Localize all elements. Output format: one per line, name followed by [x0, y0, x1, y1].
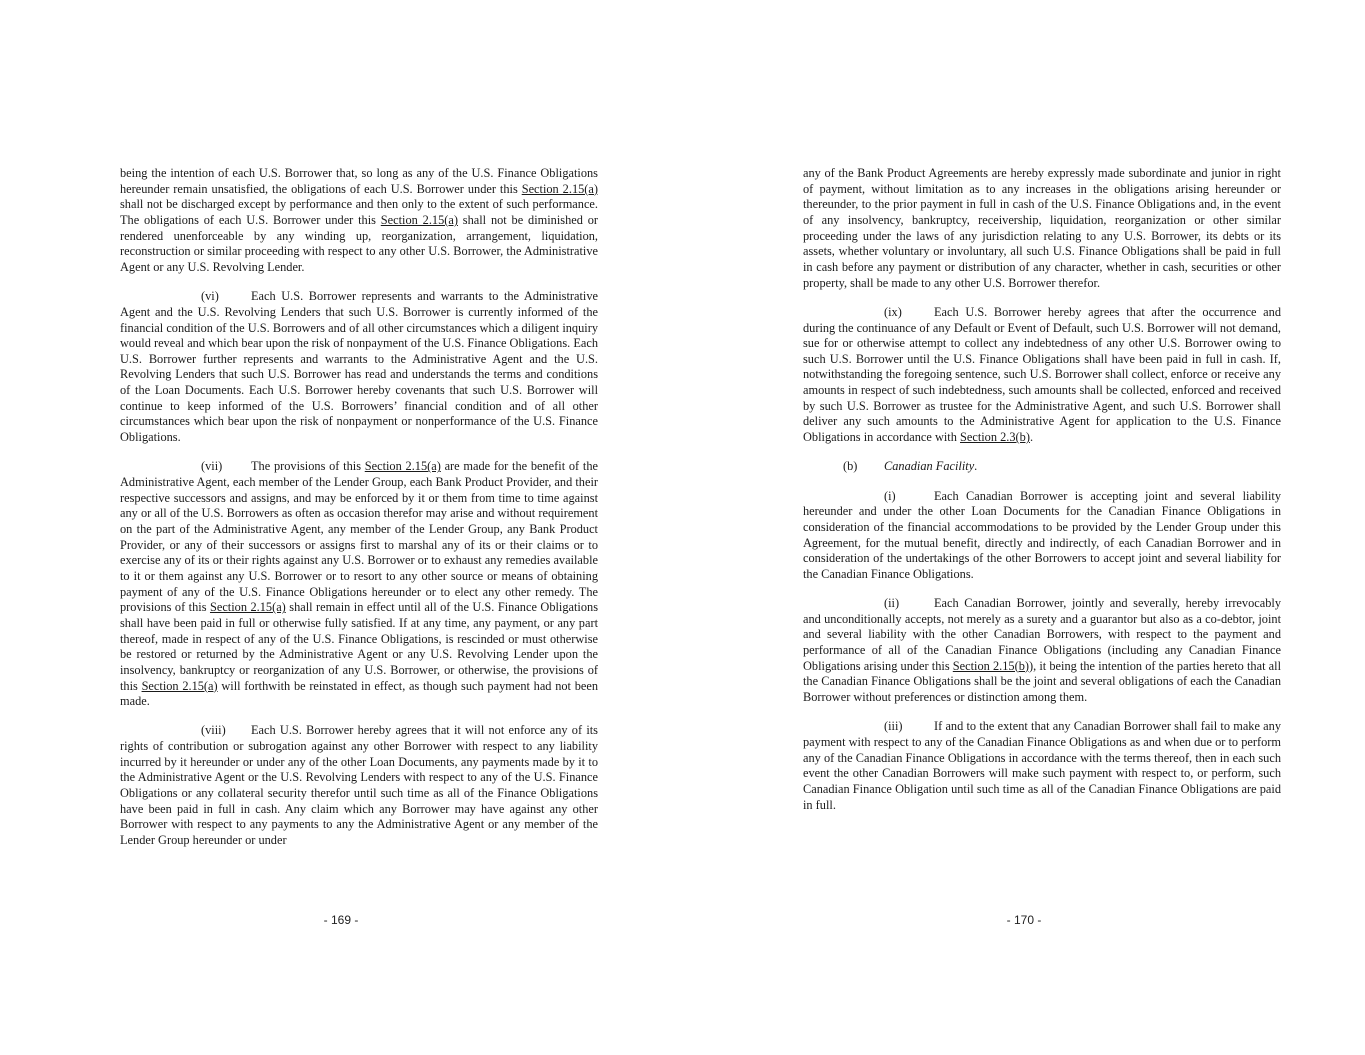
page-number: - 169 - [323, 913, 359, 927]
paragraph-ix: (ix) Each U.S. Borrower hereby agrees that after the occurrence and during the continuance of any Default or Event of Default, such U.S. Borrower will not demand, sue for or otherwise attempt to collect any indebtedness of any other U.S. Borrower owing to such U.S. Borrower until the U.S. Finance Obligations shall have been paid in full in cash. If, notwithstanding the foregoing sentence, such U.S. Borrower shall collect, enforce or receive any amounts in respect of such indebtedness, such amounts shall be collected, enforced and received by such U.S. Borrower as trustee for the Administrative Agent, and such U.S. Borrower shall deliver any such amounts to the Administrative Agent for application to the U.S. Finance Obligations in accordance with Section 2.3(b). [803, 304, 1281, 445]
page-170-body [803, 166, 1281, 827]
clause-number: (ix) [884, 304, 902, 319]
paragraph-iii: (iii) If and to the extent that any Canadian Borrower shall fail to make any payment with respect to any of the Canadian Finance Obligations as and when due or to perform any of the Canadian Finance Obligations in accordance with the terms thereof, then in each such event the other Canadian Borrowers will make such payment with respect to, or perform, such Canadian Finance Obligation until such time as all of the Canadian Finance Obligations are paid in full. [803, 719, 1281, 812]
section-reference: Section 2.15(a) [521, 181, 598, 196]
paragraph-ii: (ii) Each Canadian Borrower, jointly and severally, hereby irrevocably and unconditionally accepts, not merely as a surety and a guarantor but also as a co-debtor, joint and several liability with the other Canadian Borrowers, with respect to the payment and performance of all of the Canadian Finance Obligations (including any Canadian Finance Obligations arising under this Section 2.15(b)), it being the intention of the parties hereto that all the Canadian Finance Obligations shall be the joint and several obligations of each the Canadian Borrower without preferences or distinction among them. [803, 596, 1282, 705]
section-reference: Section 2.15(a) [209, 600, 286, 615]
paragraph-continuation: any of the Bank Product Agreements are hereby expressly made subordinate and junior in right of payment, without limitation as to any increases in the obligations arising hereunder or thereunder, to the prior payment in full in cash of the U.S. Finance Obligations and, in the event of any insolvency, bankruptcy, receivership, liquidation, reorganization or other similar proceeding under the laws of any jurisdiction relating to any U.S. Borrower, its debts or its assets, whether voluntary or involuntary, all such U.S. Finance Obligations shall be paid in full in cash before any payment or distribution of any character, whether in cash, securities or other property, shall be made to any other U.S. Borrower therefor. [803, 166, 1281, 290]
clause-number: (viii) [201, 723, 226, 738]
page-number: - 170 - [1006, 913, 1042, 927]
clause-number: (ii) [884, 596, 900, 611]
paragraph-continuation: being the intention of each U.S. Borrower that, so long as any of the U.S. Finance Obligations hereunder remain unsatisfied, the obligations of each U.S. Borrower under this Section 2.15(a) shall not be discharged except by performance and then only to the extent of such performance. The obligations of each U.S. Borrower under this Section 2.15(a) shall not be diminished or rendered unenforceable by any winding up, reorganization, arrangement, liquidation, reconstruction or similar proceeding with respect to any other U.S. Borrower, the Administrative Agent or any U.S. Revolving Lender. [120, 166, 599, 274]
paragraph-vii: (vii) The provisions of this Section 2.15(a) are made for the benefit of the Administrative Agent, each member of the Lender Group, each Bank Product Provider, and their respective successors and assigns, and may be enforced by it or them from time to time against any or all of the U.S. Borrowers as often as occasion therefor may arise and without requirement on the part of the Administrative Agent, any member of the Lender Group, any Bank Product Provider, or any of their successors or assigns first to marshal any of its or their claims or to exercise any of its or their rights against any U.S. Borrower or to exhaust any remedies available to it or them against any U.S. Borrower or to resort to any other source or means of obtaining payment of any of the U.S. Finance Obligations hereunder or to elect any other remedy. The provisions of this Section 2.15(a) shall remain in effect until all of the U.S. Finance Obligations shall have been paid in full or otherwise fully satisfied. If at any time, any payment, or any part thereof, made in respect of any of the U.S. Finance Obligations, is rescinded or must otherwise be restored or returned by the Administrative Agent or any U.S. Revolving Lender upon the insolvency, bankruptcy or reorganization of any U.S. Borrower, or otherwise, the provisions of this Section 2.15(a) will forthwith be reinstated in effect, as though such payment had not been made. [120, 459, 599, 709]
paragraph-vi: (vi) Each U.S. Borrower represents and warrants to the Administrative Agent and the U.S. Revolving Lenders that such U.S. Borrower is currently informed of the financial condition of the U.S. Borrowers and of all other circumstances which a diligent inquiry would reveal and which bear upon the risk of nonpayment of the U.S. Finance Obligations. Each U.S. Borrower further represents and warrants to the Administrative Agent and the U.S. Revolving Lenders that such U.S. Borrower has read and understands the terms and conditions of the Loan Documents. Each U.S. Borrower hereby covenants that such U.S. Borrower will continue to keep informed of the U.S. Borrowers’ financial condition and of all other circumstances which bear upon the risk of nonpayment or nonperformance of the U.S. Finance Obligations. [120, 289, 598, 445]
clause-number: (vi) [201, 289, 219, 304]
clause-number: (i) [884, 488, 896, 503]
page-169-body [120, 166, 598, 862]
section-reference: Section 2.3(b) [960, 430, 1030, 445]
section-reference: Section 2.15(b) [952, 658, 1029, 673]
section-reference: Section 2.15(a) [364, 459, 441, 474]
clause-number: (vii) [201, 459, 223, 474]
section-heading: Canadian Facility [884, 459, 975, 474]
page-169 [0, 0, 682, 1055]
page-170 [683, 0, 1365, 1055]
paragraph-i: (i) Each Canadian Borrower is accepting joint and several liability hereunder and under the other Loan Documents for the Canadian Finance Obligations in consideration of the financial accommodations to be provided by the Lender Group under this Agreement, for the mutual benefit, directly and indirectly, of each Canadian Borrower and in consideration of the undertakings of the other Borrowers to accept joint and several liability for the Canadian Finance Obligations. [803, 488, 1281, 581]
section-reference: Section 2.15(a) [141, 678, 218, 693]
section-reference: Section 2.15(a) [380, 212, 458, 227]
paragraph-viii: (viii) Each U.S. Borrower hereby agrees that it will not enforce any of its rights of contribution or subrogation against any other Borrower with respect to any liability incurred by it hereunder or under any of the other Loan Documents, any payments made by it to the Administrative Agent or the U.S. Revolving Lenders with respect to any of the U.S. Finance Obligations or any collateral security therefor until such time as all of the Finance Obligations have been paid in full in cash. Any claim which any Borrower may have against any other Borrower with respect to any payments to any the Administrative Agent or any member of the Lender Group hereunder or under [120, 723, 598, 848]
subsection-b-heading: (b) Canadian Facility. [803, 459, 1281, 475]
clause-number: (b) [843, 459, 858, 474]
clause-number: (iii) [884, 719, 903, 734]
